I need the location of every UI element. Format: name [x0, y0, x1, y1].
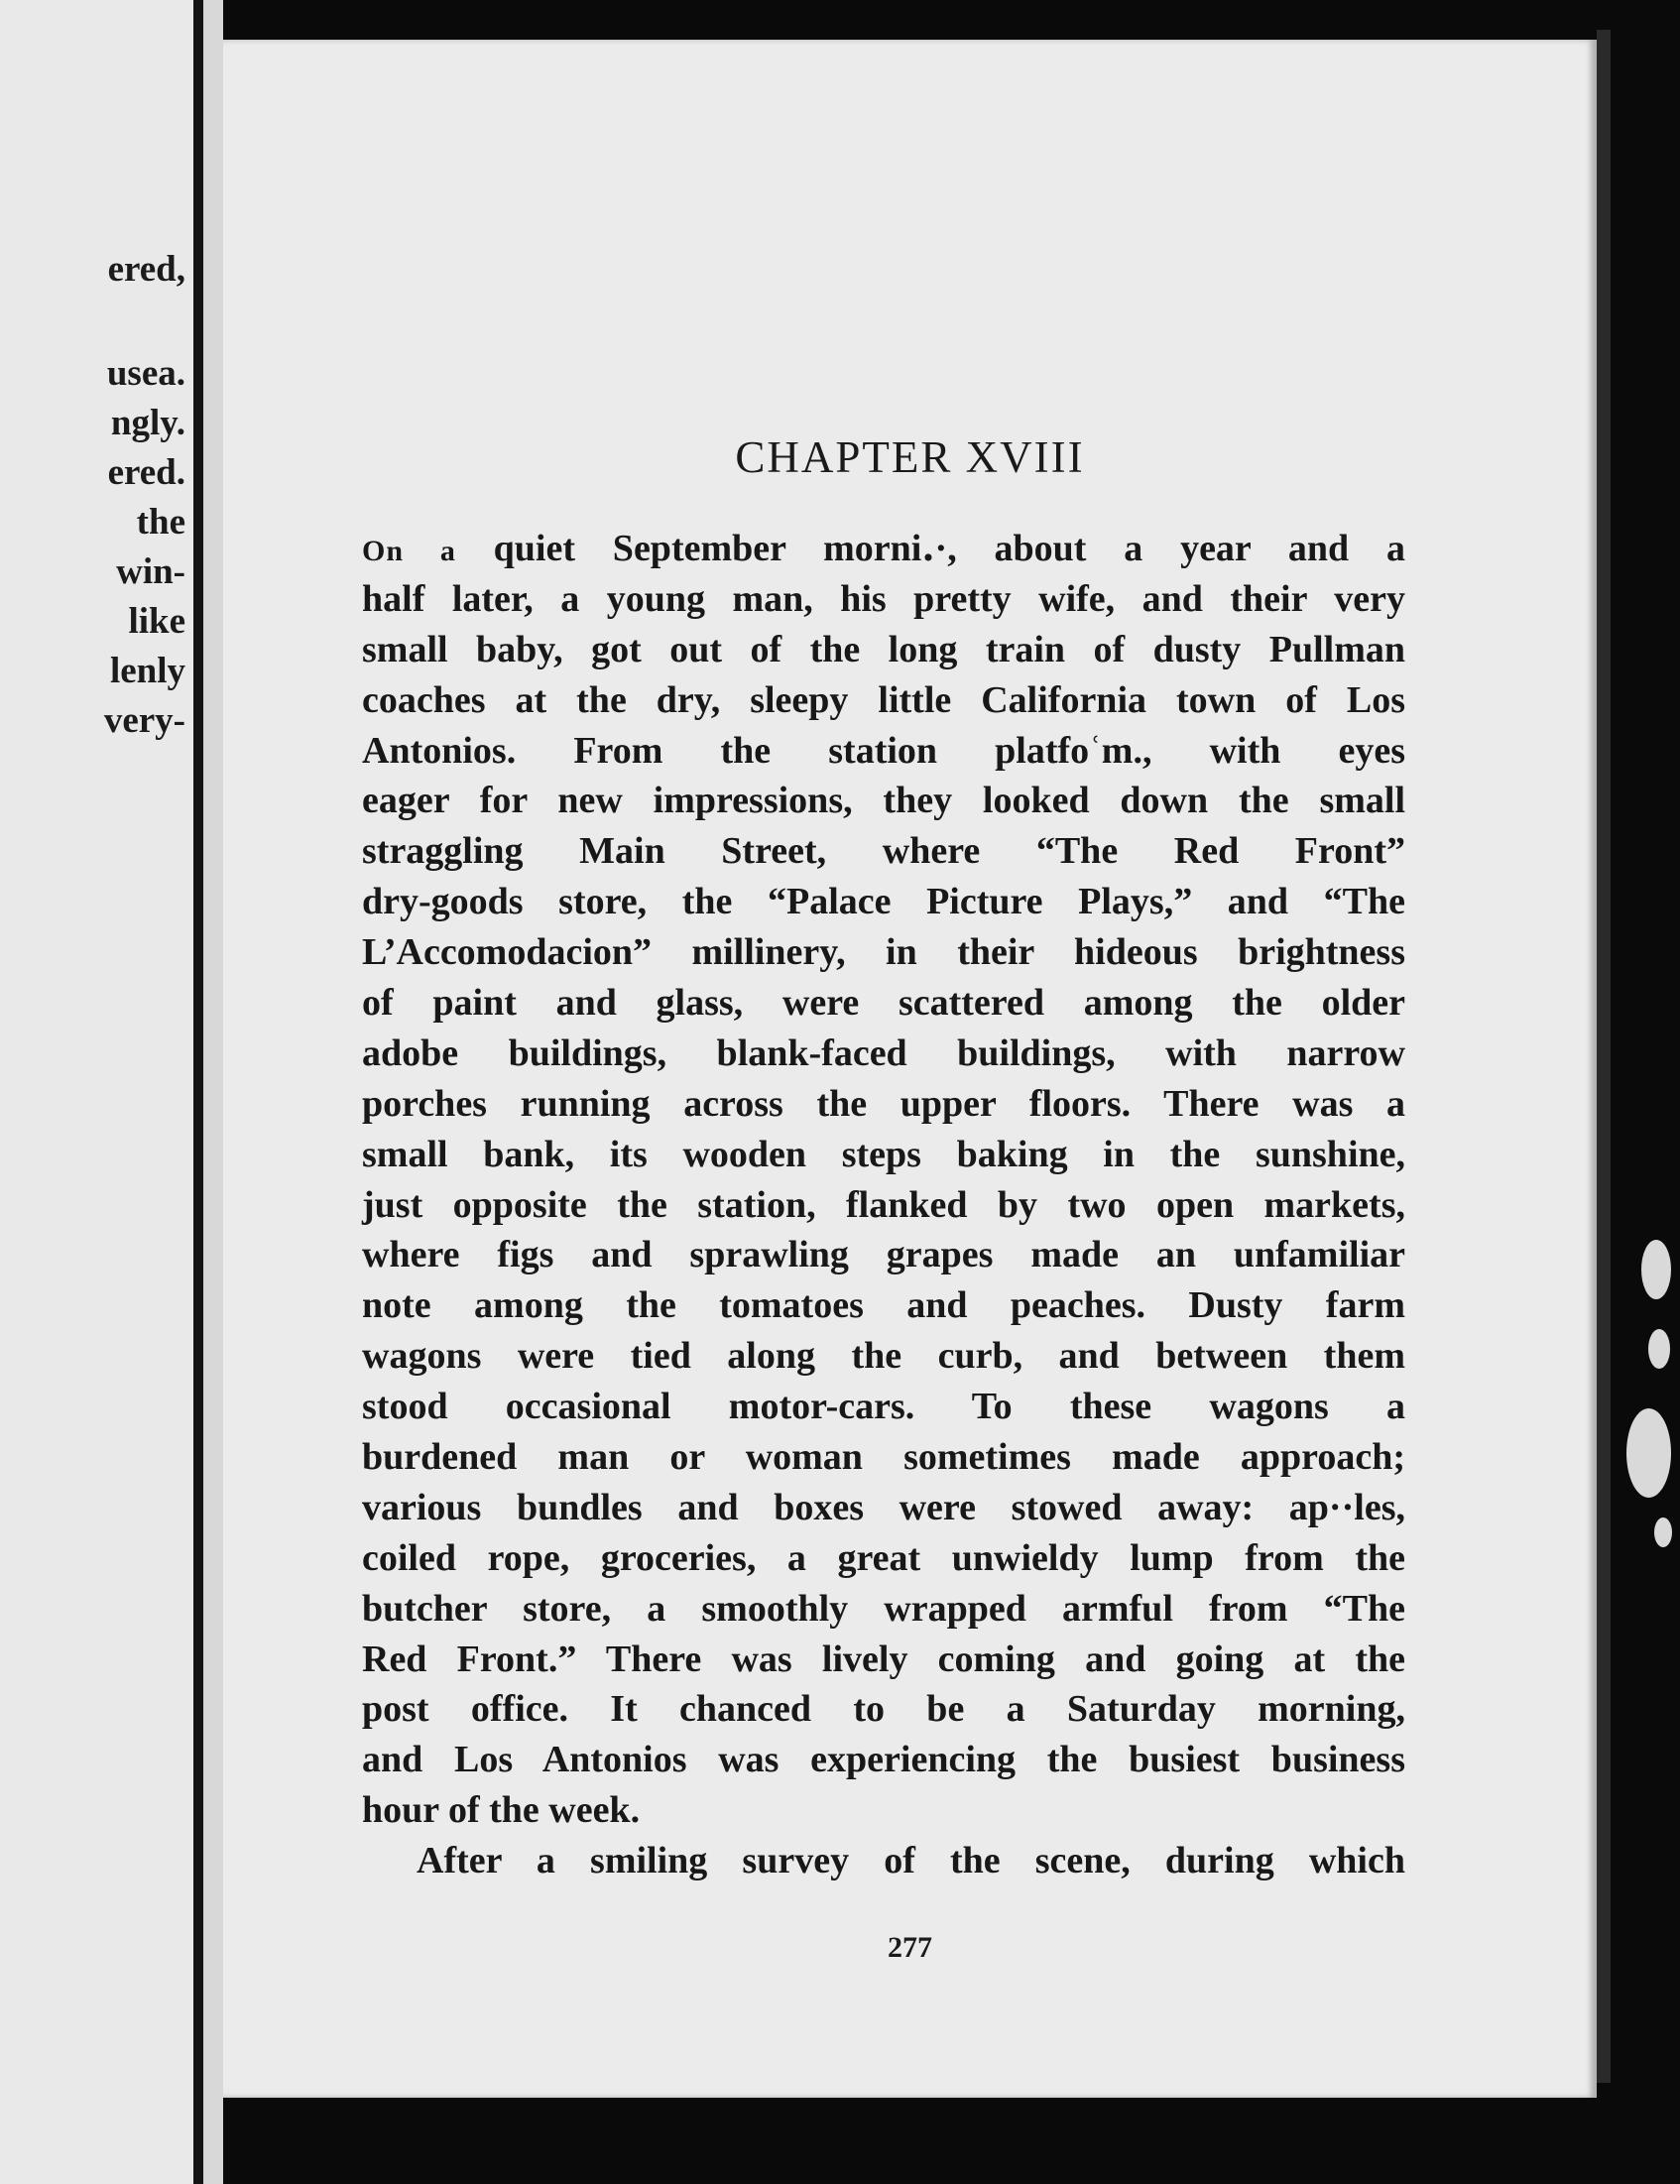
- chapter-title: CHAPTER XVIII: [735, 432, 1085, 482]
- previous-page-line: ered.: [107, 452, 185, 493]
- text-line: coaches at the dry, sleepy little California town of Los: [362, 678, 1405, 721]
- text-line: wagons were tied along the curb, and between them: [362, 1335, 1405, 1378]
- book-page: [223, 40, 1597, 2098]
- scan-damage-speck: [1654, 1517, 1672, 1547]
- page-edge-shadow: [1597, 30, 1611, 2083]
- previous-page-line: usea.: [106, 353, 185, 394]
- text-line-rest: quiet September morni․·, about a year and a: [455, 528, 1405, 569]
- text-line: note among the tomatoes and peaches. Dusty farm: [362, 1284, 1405, 1327]
- previous-page-line: very-: [103, 700, 185, 741]
- text-line: adobe buildings, blank-faced buildings, with narrow: [362, 1031, 1405, 1074]
- text-line: butcher store, a smoothly wrapped armful from “The: [362, 1587, 1405, 1630]
- text-line: eager for new impressions, they looked down the small: [362, 780, 1405, 822]
- previous-page-line: win-: [116, 551, 185, 592]
- text-line: porches running across the upper floors. There was a: [362, 1082, 1405, 1125]
- text-line: various bundles and boxes were stowed away: ap··les,: [362, 1486, 1405, 1528]
- text-line: dry-goods store, the “Palace Picture Plays,” and “The: [362, 881, 1405, 923]
- chapter-body: [362, 524, 1405, 1886]
- scan-damage-speck: [1626, 1408, 1671, 1498]
- text-line: just opposite the station, flanked by two open markets,: [362, 1183, 1405, 1226]
- text-line: [362, 524, 1405, 574]
- text-line: hour of the week.: [362, 1789, 641, 1832]
- text-line: coiled rope, groceries, a great unwieldy lump from the: [362, 1536, 1405, 1579]
- text-line: L’Accomodacion” millinery, in their hideous brightness: [362, 931, 1405, 974]
- text-line: half later, a young man, his pretty wife, and their very: [362, 577, 1405, 620]
- previous-page-line: the: [136, 502, 185, 543]
- text-line: After a smiling survey of the scene, during which: [417, 1840, 1405, 1882]
- previous-page-line: ngly.: [110, 403, 185, 443]
- text-line: post office. It chanced to be a Saturday morning,: [362, 1688, 1405, 1731]
- previous-page-line: like: [128, 601, 185, 642]
- opening-smallcaps: On a: [362, 535, 456, 567]
- text-line: of paint and glass, were scattered among the older: [362, 982, 1405, 1025]
- previous-page-line: ered,: [107, 249, 185, 290]
- scan-damage-speck: [1641, 1240, 1671, 1299]
- book-gutter: [203, 0, 223, 2184]
- text-line: straggling Main Street, where “The Red Front”: [362, 830, 1405, 873]
- text-line: burdened man or woman sometimes made approach;: [362, 1436, 1405, 1479]
- text-line: Red Front.” There was lively coming and going at the: [362, 1638, 1405, 1680]
- text-line: small baby, got out of the long train of dusty Pullman: [362, 628, 1405, 670]
- page-number: 277: [888, 1931, 932, 1964]
- text-line: small bank, its wooden steps baking in the sunshine,: [362, 1133, 1405, 1175]
- text-line: where figs and sprawling grapes made an unfamiliar: [362, 1234, 1405, 1276]
- scan-damage-speck: [1648, 1329, 1670, 1369]
- text-line: stood occasional motor-cars. To these wagons a: [362, 1386, 1405, 1428]
- previous-page-fragment: [0, 0, 203, 2184]
- text-line: Antonios. From the station platfoʿm., with eyes: [362, 729, 1405, 772]
- text-line: and Los Antonios was experiencing the busiest business: [362, 1739, 1405, 1781]
- previous-page-line: lenly: [109, 651, 185, 691]
